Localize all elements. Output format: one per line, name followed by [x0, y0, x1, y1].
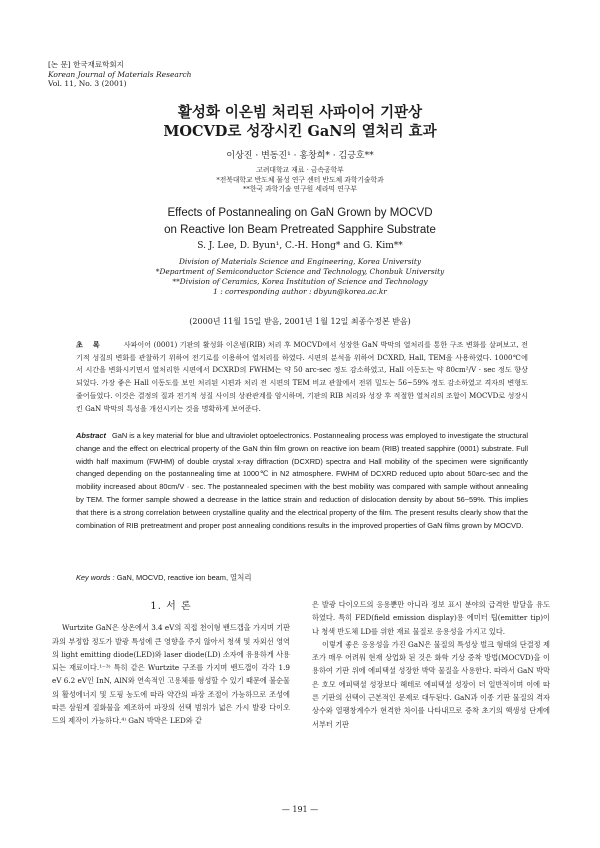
corresponding-author: 1 : corresponding author : dbyun@korea.ac.kr [213, 287, 387, 296]
abstract-en-label: Abstract [76, 431, 106, 440]
affiliation-ko-2: *전북대학교 반도체 물성 연구 센터 반도체 과학기술학과 [216, 175, 384, 184]
abstract-ko-label: 초록 [76, 340, 110, 349]
title-korean [0, 103, 600, 141]
affiliation-en-2: *Department of Semiconductor Science and Technology, Chonbuk University [155, 267, 445, 276]
affiliation-ko-1: 고려대학교 재료 · 금속공학부 [256, 166, 344, 174]
title-ko-line-2: MOCVD로 성장시킨 GaN의 열처리 효과 [163, 123, 437, 140]
keywords [76, 572, 251, 583]
abstract-korean [76, 339, 528, 415]
section-heading-introduction: 1. 서 론 [150, 601, 192, 612]
journal-header [48, 60, 191, 89]
paragraph: 이렇게 좋은 응용성을 가진 GaN은 물질의 특성상 벌크 형태의 단결정 제조가 매우 어려워 현재 상업화 된 것은 화학 기상 증착 방법(MOCVD)을 이용하여 기판 위에 에피택셜 성장한 박막 물질을 사용한다. 따라서 GaN 박막은 호모 에피택셜 성장보다 헤테로 에피택셜 성장이 더 일반적이며 이에 따른 기판의 선택이 근본적인 문제로 대두된다. GaN과 이종 기판 물질의 격자상수와 열팽창계수가 현격한 차이를 나타내므로 증착 초기의 핵생성 단계에서부터 기판 [312, 639, 550, 729]
authors-english: S. J. Lee, D. Byun¹, C.-H. Hong* and G. Kim** [197, 241, 403, 251]
title-en-line-2: on Reactive Ion Beam Pretreated Sapphire Substrate [164, 224, 436, 236]
body-column-right [312, 598, 550, 731]
page-number: — 191 — [281, 805, 319, 814]
received-dates: (2000년 11월 15일 받음, 2001년 1월 12일 최종수정본 받음) [189, 317, 411, 326]
title-en-line-1: Effects of Postannealing on GaN Grown by MOCVD [167, 207, 433, 219]
paragraph: 은 발광 다이오드의 응용뿐만 아니라 정보 표시 분야의 급격한 발달을 유도하였다. 특히 FED(field emission display)용 에미터 팁(emitter tip)이나 청색 반도체 LD를 위한 재료 물질로 응용성을 가지고 있다. [312, 600, 550, 636]
abstract-ko-text: 사파이어 (0001) 기판의 활성화 이온빔(RIB) 처리 후 MOCVD에서 성장한 GaN 박막의 열처리를 통한 구조 변화를 살펴보고, 전기적 성질의 변화를 관찰하기 위하여 전기로를 이용하여 열처리를 하였다. 시편의 분석을 위하여 DCXRD, Hall, TEM을 사용하였다. 1000℃에서 시간을 변화시키면서 열처리한 시편에서 DCXRD의 FWHM는 약 50 arc-sec 정도 감소하였고, Hall 이동도는 약 80cm²/V · sec 정도 향상되었다. 가장 좋은 Hall 이동도를 보인 처리된 시편과 처리 전 시편의 TEM 비교 관찰에서 전위 밀도는 56~59% 정도 감소하였고 격자의 변형도 줄어들었다. 이것은 결정의 질과 전기적 성질 사이의 상관관계를 암시하며, 기판의 RIB 처리와 성장 후 적절한 열처리의 조합이 MOCVD로 성장시킨 GaN 박막의 특성을 개선시키는 것을 명확하게 보여준다. [76, 340, 528, 413]
affiliations-korean [0, 166, 600, 195]
affiliation-en-1: Division of Materials Science and Engineering, Korea University [178, 257, 422, 266]
keywords-label: Key words : [76, 573, 115, 582]
title-english [0, 205, 600, 239]
journal-volume: Vol. 11, No. 3 (2001) [48, 79, 127, 88]
keywords-text: GaN, MOCVD, reactive ion beam, 열처리 [116, 573, 252, 582]
paragraph: Wurtzite GaN은 상온에서 3.4 eV의 직접 천이형 밴드갭을 가지며 기판과의 부정합 정도가 발광 특성에 큰 영향을 주지 않아서 청색 및 자외선 영역의 light emitting diode(LED)와 laser diode(LD) 소자에 유용하게 사용되는 재료이다.¹⁻³⁾ 특히 같은 Wurtzite 구조를 가지며 밴드갭이 각각 1.9 eV 6.2 eV인 InN, AlN와 연속적인 고용체를 형성할 수 있기 때문에 불순물의 활성에너지 및 도핑 농도에 따라 약간의 파장 조절이 가능하므로 조성에 따른 삼원계 질화물을 제조하여 파장의 선택 범위가 넓은 가시 발광 다이오드의 제작이 가능하다.⁴⁾ GaN 박막은 LED와 같 [52, 623, 290, 726]
journal-name-en: Korean Journal of Materials Research [48, 69, 192, 79]
abstract-en-text: GaN is a key material for blue and ultraviolet optoelectronics. Postannealing process was employed to investigate the structural change and the effect on electrical property of the GaN thin film grown on reactive ion beam (RIB) treated sapphire (0001) substrate. Full width half maximum (FWHM) of double crystal x-ray diffraction (DCXRD) spectra and Hall mobility of the specimen were significantly changed depending on the postannealing time at 1000℃ in N2 atmosphere. FWHM of DCXRD reduced upto about 50arc-sec and the mobility increased about 80cm/V · sec. The postannealed specimen with the best mobility was compared with sample without annealing by TEM. The former sample showed a decrease in the lattice strain and reduction of dislocation density by about 56~59%. This implies that there is a strong correlation between crystalline quality and the electrical property of the film. The present results clearly show that the combination of RIB pretreatment and proper post annealing conditions results in the improved properties of GaN films grown by MOCVD. [76, 431, 528, 530]
title-ko-line-1: 활성화 이온빔 처리된 사파이어 기판상 [177, 104, 423, 121]
abstract-english [76, 430, 528, 532]
journal-category: [논 문] 한국재료학회지 [48, 60, 124, 69]
affiliations-english [0, 257, 600, 297]
affiliation-en-3: **Division of Ceramics, Korea Institution of Science and Technology [172, 277, 428, 286]
authors-korean: 이상진 · 변동진¹ · 홍창희* · 김긍호** [226, 151, 374, 161]
affiliation-ko-3: **한국 과학기술 연구원 세라믹 연구부 [243, 185, 357, 193]
body-column-left [52, 598, 290, 728]
